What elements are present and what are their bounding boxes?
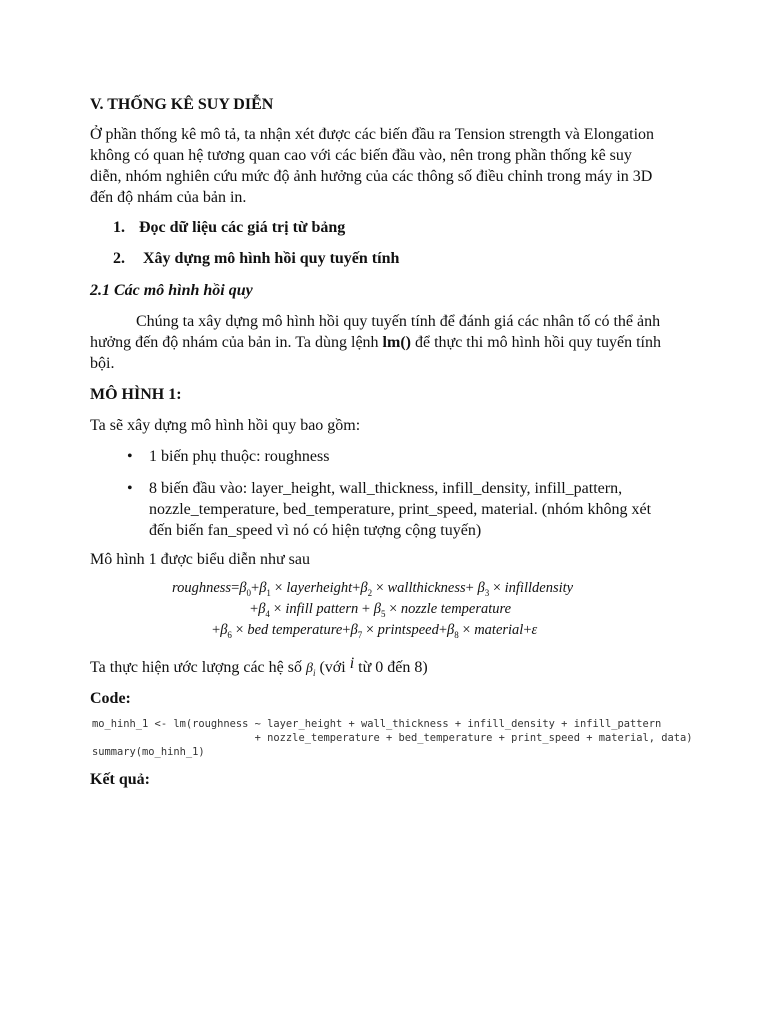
- method-line: Chúng ta xây dựng mô hình hồi quy tuyến tính để đánh giá các nhân tố có thể ảnh: [136, 313, 661, 330]
- code-line: summary(mo_hinh_1): [92, 746, 205, 758]
- formula-var: layerheight: [286, 580, 353, 596]
- section-heading: V. THỐNG KÊ SUY DIỄN: [90, 96, 274, 113]
- method-line: bội.: [90, 355, 115, 372]
- formula-var: infill pattern: [285, 601, 359, 617]
- beta-subscript: i: [312, 668, 316, 679]
- method-paragraph: [90, 311, 661, 374]
- intro-line: diễn, nhóm nghiên cứu mức độ ảnh hưởng của các thông số điều chỉnh trong máy in 3D: [90, 168, 653, 185]
- bullet-item: [127, 478, 651, 541]
- formula-line-1: $roughness=\beta_0+\beta_1$ × $layerheight+\beta_2$ × wallthickness+ $\beta_3$ × infilldensity: [172, 580, 574, 598]
- method-text: để thực thi mô hình hồi quy tuyến tính: [410, 334, 661, 351]
- bullet-text: đến biến fan_speed vì nó có hiện tượng cộng tuyến): [149, 522, 482, 539]
- method-line: [90, 332, 661, 353]
- formula-line-3: $+\beta_6$ × bed $temperature+\beta_7$ × $printspeed+\beta_8$ × material+ε: [212, 622, 538, 640]
- estimate-line: [90, 657, 428, 684]
- model-representation: Mô hình 1 được biểu diễn như sau: [90, 551, 310, 568]
- formula-sub: 3: [484, 587, 490, 598]
- formula-var: nozzle temperature: [400, 601, 512, 617]
- intro-paragraph: [90, 124, 654, 208]
- formula-error: ε: [531, 622, 538, 638]
- intro-line: đến độ nhám của bản in.: [90, 189, 247, 206]
- ordered-item-number: 1.: [113, 219, 125, 236]
- formula-var: wallthickness: [387, 580, 466, 596]
- method-text: hưởng đến độ nhám của bản in. Ta dùng lệnh: [90, 334, 383, 351]
- formula-var: printspeed: [377, 622, 439, 638]
- formula-sub: 1: [266, 587, 271, 598]
- formula-sub: 0: [246, 587, 251, 598]
- bullet-item: [127, 446, 329, 467]
- formula-sub: 7: [357, 629, 363, 640]
- formula-sub: 8: [454, 629, 459, 640]
- intro-line: không có quan hệ tương quan cao với các biến đầu vào, nên trong phần thống kê suy: [90, 147, 632, 164]
- code-block: [92, 717, 693, 760]
- bullet-text: 8 biến đầu vào: layer_height, wall_thickness, infill_density, infill_pattern,: [149, 480, 623, 497]
- formula-sub: 4: [265, 608, 270, 619]
- bullet-dot-icon: •: [127, 448, 133, 465]
- beta-symbol: β: [305, 661, 313, 676]
- estimate-text: (với: [315, 659, 350, 676]
- formula-lhs: roughness: [172, 580, 232, 596]
- model-intro: Ta sẽ xây dựng mô hình hồi quy bao gồm:: [90, 417, 361, 434]
- formula-sub: 2: [367, 587, 373, 598]
- formula-sub: 5: [380, 608, 386, 619]
- ordered-item-number: 2.: [113, 250, 125, 267]
- ordered-item-2: [113, 248, 399, 269]
- ordered-item-1: [113, 217, 345, 238]
- bullet-text: 1 biến phụ thuộc: roughness: [149, 448, 330, 465]
- index-symbol: i: [349, 655, 355, 672]
- model-heading: MÔ HÌNH 1:: [90, 386, 182, 403]
- lm-function: lm(): [382, 334, 411, 351]
- formula-line-2: $+\beta_4$ × infill pattern + $\beta_5$ × nozzle temperature: [250, 601, 512, 619]
- formula-var: infilldensity: [504, 580, 574, 596]
- subheading: 2.1 Các mô hình hồi quy: [90, 282, 253, 299]
- estimate-text: từ 0 đến 8): [354, 659, 428, 676]
- formula-var: material: [474, 622, 524, 638]
- ordered-item-text: Xây dựng mô hình hồi quy tuyến tính: [143, 250, 400, 267]
- result-label: Kết quả:: [90, 771, 150, 788]
- bullet-dot-icon: •: [127, 480, 133, 497]
- ordered-item-text: Đọc dữ liệu các giá trị từ bảng: [139, 219, 346, 236]
- formula-beta: β: [239, 580, 247, 596]
- formula-var: bed temperature: [247, 622, 343, 638]
- formula-sub: 6: [227, 629, 232, 640]
- code-line: + nozzle_temperature + bed_temperature + print_speed + material, data): [92, 732, 693, 744]
- estimate-text: Ta thực hiện ước lượng các hệ số: [90, 659, 306, 676]
- code-label: Code:: [90, 690, 131, 707]
- bullet-text: nozzle_temperature, bed_temperature, print_speed, material. (nhóm không xét: [149, 501, 652, 518]
- intro-line: Ở phần thống kê mô tả, ta nhận xét được các biến đầu ra Tension strength và Elongation: [90, 126, 655, 143]
- code-line: mo_hinh_1 <- lm(roughness ~ layer_height + wall_thickness + infill_density + infill_pattern: [92, 718, 662, 730]
